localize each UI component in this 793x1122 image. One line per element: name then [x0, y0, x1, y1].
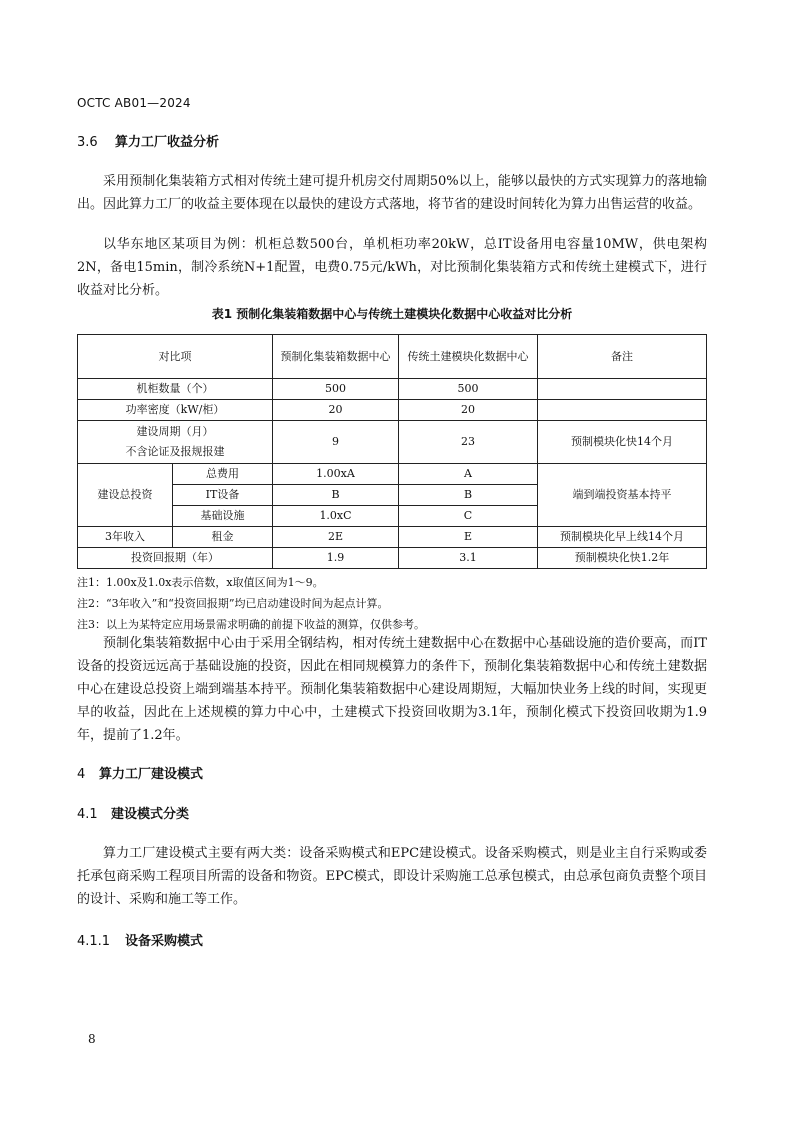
- sub-label: 总费用: [173, 464, 273, 485]
- cell-traditional: E: [399, 527, 538, 548]
- sub-label: 基础设施: [173, 506, 273, 527]
- cell-prefab: 2E: [273, 527, 399, 548]
- cell-note: 端到端投资基本持平: [538, 464, 707, 527]
- table-note: 注2：“3年收入”和“投资回报期”均已启动建设时间为起点计算。: [77, 597, 389, 610]
- table-row: [78, 527, 707, 548]
- page-number: 8: [88, 1032, 96, 1046]
- paragraph: 预制化集装箱数据中心由于采用全钢结构，相对传统土建数据中心在数据中心基础设施的造价要高，而IT设备的投资远远高于基础设施的投资，因此在相同规模算力的条件下，预制化集装箱数据中心和传统土建数据中心在建设总投资上端到端基本持平。预制化集装箱数据中心建设周期短，大幅加快业务上线的时间，实现更早的收益，因此在上述规模的算力中心中，土建模式下投资回收期为3.1年，预制化模式下投资回收期为1.9年，提前了1.2年。: [77, 636, 707, 743]
- cell-prefab: 500: [273, 379, 399, 400]
- row-label-line: 不含论证及报规报建: [125, 445, 225, 458]
- table-row: [78, 464, 707, 485]
- row-label: [78, 421, 273, 464]
- cell-prefab: 20: [273, 400, 399, 421]
- paragraph: 采用预制化集装箱方式相对传统土建可提升机房交付周期50%以上，能够以最快的方式实现算力的落地输出。因此算力工厂的收益主要体现在以最快的建设方式落地，将节省的建设时间转化为算力出售运营的收益。: [77, 174, 707, 212]
- group-label: 建设总投资: [78, 464, 173, 527]
- cell-note: [538, 400, 707, 421]
- cell-traditional: B: [399, 485, 538, 506]
- sub-label: IT设备: [173, 485, 273, 506]
- table-caption: 表1 预制化集装箱数据中心与传统土建模块化数据中心收益对比分析: [211, 307, 573, 321]
- table-header-row: [78, 335, 707, 379]
- cell-traditional: 20: [399, 400, 538, 421]
- section-title: 建设模式分类: [111, 807, 190, 822]
- header-cell: 预制化集装箱数据中心: [273, 335, 399, 379]
- cell-traditional: 500: [399, 379, 538, 400]
- header-cell: 备注: [538, 335, 707, 379]
- table-row: [78, 548, 707, 569]
- section-4-1-heading: [77, 803, 189, 822]
- comparison-table: [77, 334, 707, 569]
- paragraph: 以华东地区某项目为例：机柜总数500台，单机柜功率20kW，总IT设备用电容量10MW，供电架构2N，备电15min，制冷系统N+1配置，电费0.75元/kWh，对比预制化集装箱方式和传统土建模式下，进行收益对比分析。: [77, 237, 707, 298]
- section-number: 4.1.1: [77, 934, 111, 949]
- document-code: OCTC AB01—2024: [77, 96, 191, 110]
- table-row: [78, 379, 707, 400]
- section-title: 算力工厂收益分析: [115, 135, 220, 150]
- header-cell: 传统土建模块化数据中心: [399, 335, 538, 379]
- section-number: 4: [77, 767, 86, 782]
- cell-note: [538, 379, 707, 400]
- cell-note: 预制模块化快14个月: [538, 421, 707, 464]
- sub-label: 租金: [173, 527, 273, 548]
- table-row: [78, 421, 707, 464]
- cell-traditional: 3.1: [399, 548, 538, 569]
- section-4-1-1-heading: [77, 930, 203, 949]
- cell-traditional: 23: [399, 421, 538, 464]
- table-note: 注1：1.00x及1.0x表示倍数，x取值区间为1～9。: [77, 576, 324, 589]
- section-4-heading: [77, 763, 203, 782]
- cell-traditional: A: [399, 464, 538, 485]
- cell-prefab: 1.9: [273, 548, 399, 569]
- section-title: 设备采购模式: [125, 934, 204, 949]
- section-number: 4.1: [77, 807, 98, 822]
- row-label: 投资回报期（年）: [78, 548, 273, 569]
- row-label-line: 建设周期（月）: [136, 425, 214, 438]
- cell-note: 预制模块化快1.2年: [538, 548, 707, 569]
- row-label: 功率密度（kW/柜）: [78, 400, 273, 421]
- cell-traditional: C: [399, 506, 538, 527]
- section-number: 3.6: [77, 135, 98, 150]
- cell-note: 预制模块化早上线14个月: [538, 527, 707, 548]
- paragraph: 算力工厂建设模式主要有两大类：设备采购模式和EPC建设模式。设备采购模式，则是业主自行采购或委托承包商采购工程项目所需的设备和物资。EPC模式，即设计采购施工总承包模式，由总承包商负责整个项目的设计、采购和施工等工作。: [77, 846, 707, 907]
- table-note: 注3：以上为某特定应用场景需求明确的前提下收益的测算，仅供参考。: [77, 618, 425, 631]
- cell-prefab: 1.0xC: [273, 506, 399, 527]
- table-row: [78, 400, 707, 421]
- row-label: 3年收入: [78, 527, 173, 548]
- cell-prefab: B: [273, 485, 399, 506]
- cell-prefab: 9: [273, 421, 399, 464]
- section-title: 算力工厂建设模式: [99, 767, 204, 782]
- row-label: 机柜数量（个）: [78, 379, 273, 400]
- cell-prefab: 1.00xA: [273, 464, 399, 485]
- header-cell: 对比项: [78, 335, 273, 379]
- section-3-6-heading: [77, 131, 219, 150]
